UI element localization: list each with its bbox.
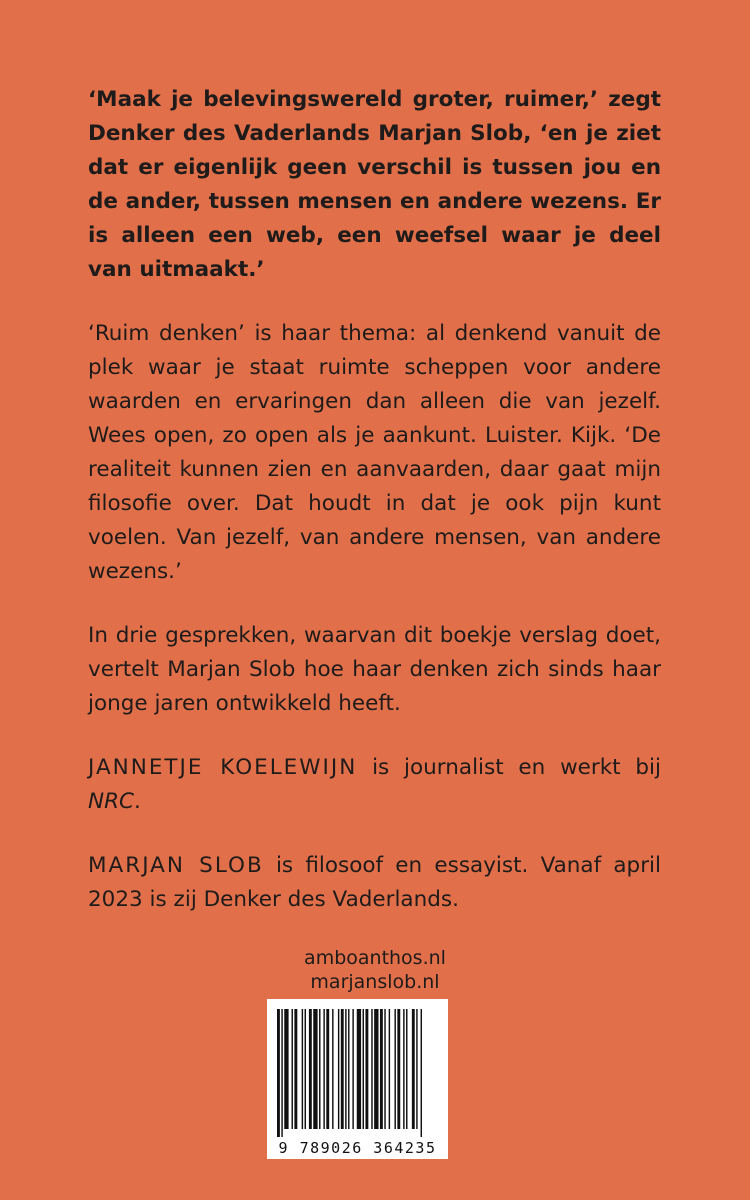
barcode-bar: [389, 1009, 390, 1129]
barcode-bar: [365, 1009, 368, 1129]
barcode-bar: [319, 1009, 320, 1129]
barcode-bar: [302, 1009, 303, 1129]
barcode-bar: [394, 1009, 395, 1129]
barcode-bar: [374, 1009, 378, 1129]
conversations-paragraph: In drie gesprekken, waarvan dit boekje verslag doet, vertelt Marjan Slob hoe haar denken zich sinds haar jonge jaren ontwikkeld heeft.: [88, 623, 661, 716]
barcode-bar: [357, 1009, 361, 1129]
barcode-bar: [403, 1009, 404, 1129]
barcode-bar: [384, 1009, 385, 1129]
barcode-bar: [406, 1009, 407, 1129]
barcode-bar: [323, 1009, 324, 1129]
barcode-bar: [292, 1009, 293, 1129]
barcode-bar: [313, 1009, 317, 1129]
author-name: MARJAN SLOB: [88, 853, 264, 878]
back-cover-text: [88, 83, 661, 947]
barcode-bar: [341, 1009, 344, 1129]
barcode-bar: [345, 1009, 346, 1129]
author-bio-text: is filosoof en essayist. Vanaf april 2023 is zij Denker des Vaderlands.: [88, 853, 661, 912]
barcode-bar: [277, 1009, 280, 1137]
website-link[interactable]: marjanslob.nl: [310, 971, 440, 993]
barcode-bar: [371, 1009, 372, 1129]
barcode-bar: [281, 1009, 282, 1137]
author-bio-text: is journalist en werkt bij: [357, 755, 661, 780]
barcode-bar: [363, 1009, 364, 1129]
barcode-bar: [380, 1009, 383, 1129]
barcode-bar: [332, 1009, 333, 1129]
author-bio-koelewijn: JANNETJE KOELEWIJN is journalist en werkt bij NRC.: [88, 755, 661, 814]
barcode-bar: [397, 1009, 400, 1129]
barcode-bar: [352, 1009, 353, 1129]
author-name: JANNETJE KOELEWIJN: [88, 755, 358, 780]
barcode-bar: [412, 1009, 415, 1129]
barcode-bar: [309, 1009, 312, 1129]
barcode: [267, 999, 448, 1159]
barcode-bar: [421, 1009, 422, 1137]
website-link[interactable]: amboanthos.nl: [304, 947, 446, 969]
barcode-bars: [267, 999, 448, 1139]
intro-quote: ‘Maak je belevingswereld groter, ruimer,’ zegt Denker des Vaderlands Marjan Slob, ‘en je ziet dat er eigenlijk geen verschil is tussen jou en de ander, tussen mensen en andere wezens. Er is alleen een web, een weefsel waar je deel van uitmaakt.’: [88, 87, 661, 282]
websites: [0, 946, 750, 994]
barcode-bar: [338, 1009, 339, 1129]
barcode-bar: [294, 1009, 297, 1129]
theme-paragraph: ‘Ruim denken’ is haar thema: al denkend vanuit de plek waar je staat ruimte scheppen voor andere waarden en ervaringen dan alleen die van jezelf. Wees open, zo open als je aankunt. Luister. Kijk. ‘De realiteit kunnen zien en aanvaarden, daar gaat mijn filosofie over. Dat houdt in dat je ook pijn kunt voelen. Van jezelf, van andere mensen, van andere wezens.’: [88, 321, 661, 584]
barcode-bar: [416, 1009, 417, 1129]
author-bio-slob: [88, 849, 661, 917]
publication-name: NRC: [88, 789, 135, 814]
barcode-bar: [326, 1009, 329, 1129]
barcode-bar: [284, 1009, 288, 1129]
isbn-digits: 9 789026 364235: [278, 1139, 437, 1157]
barcode-bar: [348, 1009, 349, 1129]
barcode-bar: [305, 1009, 306, 1129]
